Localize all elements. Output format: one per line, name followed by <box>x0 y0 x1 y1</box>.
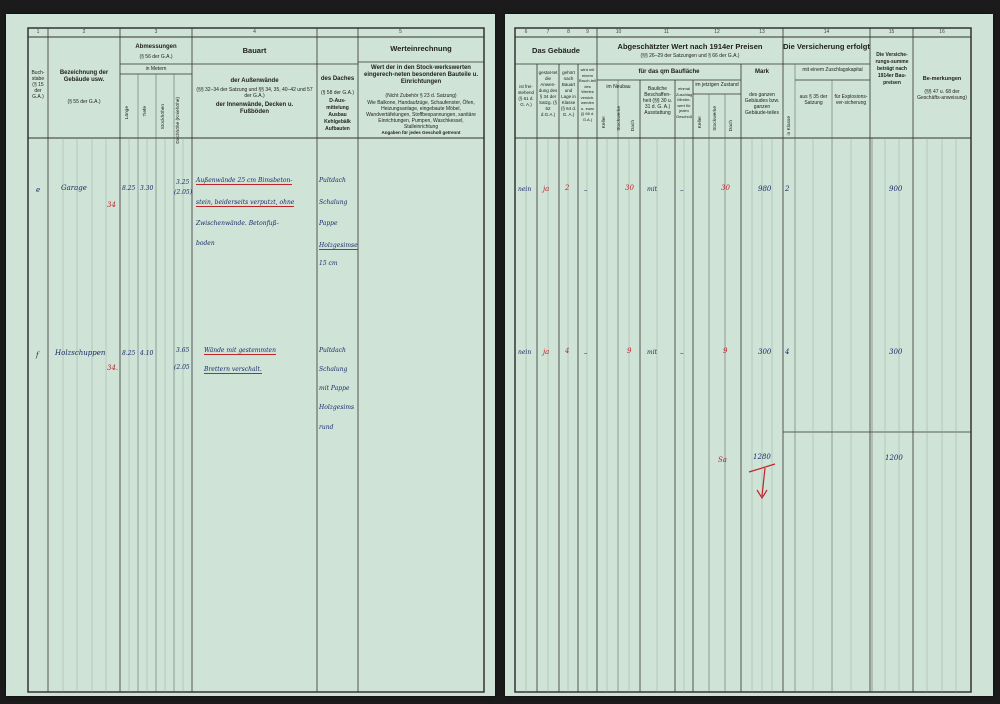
header-aussenwaende: der Außenwände <box>230 78 279 84</box>
header-dachhoehe: Dachhöhe (Kniehöhe) <box>176 97 181 144</box>
row1-jetzt: 30 <box>721 184 730 192</box>
header-stockwerke: Stockwerke <box>617 106 622 131</box>
row1-dach-line5: 15 cm <box>319 260 338 267</box>
col-num-1: 1 <box>36 29 40 35</box>
row1-bau: mit <box>647 186 658 193</box>
header-summe: Die Versiche-rungs-summe beträgt nach 1914er Bau-preisen <box>875 52 909 86</box>
header-das-gebaeude: Das Gebäude <box>532 46 580 55</box>
col-num-10: 10 <box>615 29 622 35</box>
col-num-16: 16 <box>939 29 945 35</box>
col-num-4: 4 <box>253 29 256 35</box>
header-aus-35: aus § 35 der Satzung <box>799 94 828 106</box>
row1-buchstabe: e <box>36 186 41 194</box>
header-dach-r: Dach <box>631 120 636 132</box>
header-abmessungen: Abmessungen <box>135 44 177 50</box>
row2-stock: 9 <box>627 347 632 355</box>
total-label: Sa <box>718 456 727 464</box>
row2-laenge: 8.25 <box>122 350 136 357</box>
row2-tiefe: 4.10 <box>140 350 154 357</box>
header-dach-r2: Dach <box>729 120 734 132</box>
row1-laenge: 8.25 <box>122 185 136 192</box>
header-versicherung: Die Versicherung erfolgt <box>783 42 870 51</box>
header-gehoert: gehört nach Bauart und Lage in Klasse (§ 64 d. G. A.) <box>560 70 577 117</box>
red-check-mark <box>745 446 785 506</box>
header-laenge: Länge <box>125 106 130 120</box>
row2-kl: 4 <box>785 348 790 356</box>
form-page-right <box>505 14 993 696</box>
row1-bauart-line3: Zwischenwände. Betonfuß- <box>196 220 279 227</box>
row1-dach-line2: Schalung <box>319 199 348 206</box>
row1-bruch: – <box>584 186 588 194</box>
row1-ganz: 980 <box>758 185 772 193</box>
header-keller-2: Keller <box>698 116 703 129</box>
header-mark: Mark <box>754 69 769 75</box>
header-buchstabe: Buch-stabe (§ 15 der G.A.) <box>31 70 45 100</box>
header-bauart: Bauart <box>242 46 267 55</box>
row1-dach-line4: Holzgesimse <box>319 242 358 249</box>
header-abmessungen-ref: (§ 56 der G.A.) <box>139 54 173 60</box>
total-summe: 1200 <box>885 454 903 462</box>
header-fuer-qm: für das qm Baufläche <box>638 69 700 75</box>
row1-dachhoehe: 3.25 <box>176 179 190 186</box>
row1-kl: 2 <box>785 185 790 193</box>
row2-buchstabe: f <box>36 351 39 359</box>
header-tiefe: Tiefe <box>143 106 148 117</box>
header-bemerkungen-ref: (§§ 47 u. 68 der Geschäfts-anweisung) <box>917 89 967 101</box>
row2-minder: – <box>680 349 684 357</box>
header-werteinrechnung: Werteinrechnung <box>390 44 452 53</box>
row2-frei: nein <box>518 349 532 356</box>
row2-summe: 300 <box>889 348 903 356</box>
row1-bauart-line2: stein, beiderseits verputzt, ohne <box>196 199 295 206</box>
row1-dach-line3: Pappe <box>319 220 338 227</box>
row2-bezeichnung: Holzschuppen <box>55 349 106 357</box>
col-num-9: 9 <box>586 29 589 35</box>
header-wert-list: Wie Balkone, Handaufzüge, Schaufenster, Öfen, Heizungsanlage, eingebaute Möbel, Wandvertäfelungen, Stoffbespannungen, sanitäre Einrichtungen, Pumpen, Waschkessel, Stalleinrichtung <box>366 100 476 130</box>
row2-dach-line4: Holzgesims <box>319 404 355 411</box>
row2-dach-line3: mit Pappe <box>319 385 350 392</box>
row1-mark: 34 <box>107 201 116 209</box>
row1-tiefe: 3.30 <box>140 185 154 192</box>
col-num-3: 3 <box>154 29 158 35</box>
row1-bezeichnung: Garage <box>61 184 87 192</box>
header-bauliche: Bauliche Beschaffen-heit (§§ 30 u. 31 d. G. A.) Ausstattung <box>642 86 673 116</box>
row2-dachhoehe: 3.65 <box>176 347 190 354</box>
row1-minder: – <box>680 186 684 194</box>
header-stockwerke-2: Stockwerke <box>713 106 718 131</box>
header-mit-einem: mit einem Zuschlagskapital <box>802 67 863 73</box>
header-explosion: für Explosions-ver-sicherung <box>834 94 868 106</box>
header-abgeschaetzt: Abgeschätzter Wert nach 1914er Preisen <box>617 42 763 51</box>
col-num-14: 14 <box>823 29 830 35</box>
row2-bauart-line1: Wände mit gestemmten <box>204 347 276 354</box>
col-num-8: 8 <box>567 29 570 35</box>
header-wert-ref: (Nicht Zubehör § 23 d. Satzung) <box>385 93 457 99</box>
row2-bau: mit <box>647 349 658 356</box>
header-dach: des Daches <box>320 76 355 82</box>
header-wird: wird mit einem Bruch-teil des Wertes versich. werden u. zwar (§ 66 d. G.A.) <box>579 67 596 122</box>
row1-anw: ja <box>543 185 550 193</box>
row2-dach-line1: Pultdach <box>319 347 346 354</box>
row1-dachhoehe2: (2.05) <box>174 189 193 196</box>
col-num-13: 13 <box>759 29 765 35</box>
col-num-7: 7 <box>546 29 550 35</box>
header-gestattet: gestat-tet die Anwen-dung des § 34 der Satzg. (§ 62 d.G.A.) <box>538 70 558 117</box>
header-aussen-ref: (§§ 32–34 der Satzung und §§ 34, 35, 40–42 und 57 der G.A.) <box>196 87 313 99</box>
col-num-15: 15 <box>888 29 895 35</box>
header-wert-note: Angaben für jedes Geschoß getrennt <box>381 130 461 135</box>
row1-bauart-line1: Außenwände 25 cm Bimsbeton- <box>196 177 293 184</box>
header-in-metern: in Metern <box>145 66 167 72</box>
col-num-11: 11 <box>663 29 670 35</box>
row2-dach-line5: rund <box>319 424 334 431</box>
row1-dach-line1: Pultdach <box>319 177 346 184</box>
row2-bauart-line2: Brettern verschalt. <box>204 366 262 373</box>
header-bezeichnung: Bezeichnung der Gebäude usw. <box>59 70 109 83</box>
header-in-klasse: in Klasse <box>787 116 792 136</box>
header-wert-sub: Wert der in den Stock-werkswerten eingerech-neten besonderen Bauteile u. Einrichtungen <box>363 65 479 85</box>
row2-anw: ja <box>543 348 550 356</box>
row2-jetzt: 9 <box>723 347 728 355</box>
header-ist-frei: ist frei-stehend (§ 61 d. G. A.) <box>517 84 534 107</box>
header-innenwaende: der Innenwände, Decken u. Fußböden <box>215 102 294 115</box>
row2-dachhoehe2: (2.05 <box>174 364 190 371</box>
header-keller: Keller <box>602 116 607 129</box>
col-num-5: 5 <box>399 29 402 35</box>
form-page-left <box>6 14 495 696</box>
col-num-12: 12 <box>714 29 720 35</box>
total-ganz: 1280 <box>753 453 771 461</box>
row1-stock: 30 <box>625 184 634 192</box>
row2-ganz: 300 <box>758 348 772 356</box>
header-bemerkungen: Be-merkungen <box>922 76 962 82</box>
row1-bauart-line4: boden <box>196 240 215 247</box>
header-im-jetzigen: im jetzigen Zustand <box>695 82 739 88</box>
header-dach-sub: D-Aus-mittelung Ausbau Kehlgebälk Aufbauten <box>324 98 351 132</box>
row1-frei: nein <box>518 186 532 193</box>
row2-klasse: 4 <box>565 347 570 355</box>
header-minder: einmal Zuschlag Minder-wert für jeden Geschoß <box>676 86 693 119</box>
row1-klasse: 2 <box>565 184 570 192</box>
header-im-neubau: im Neubau <box>606 84 631 90</box>
header-bezeichnung-ref: (§ 55 der G.A.) <box>67 99 101 105</box>
row2-mark: 34. <box>107 364 119 372</box>
row2-bruch: – <box>584 349 588 357</box>
header-stockhoehen: Stockhöhen <box>161 104 166 130</box>
col-num-2: 2 <box>82 29 86 35</box>
col-num-6: 6 <box>524 29 528 35</box>
header-des-ganzen: des ganzen Gebäudes bzw. ganzen Gebäude-teiles <box>744 92 780 116</box>
row2-dach-line2: Schalung <box>319 366 348 373</box>
header-dach-ref: (§ 58 der G.A.) <box>320 90 355 96</box>
row1-summe: 900 <box>889 185 903 193</box>
header-abgeschaetzt-ref: (§§ 26–29 der Satzungen und § 66 der G.A.) <box>640 53 740 59</box>
